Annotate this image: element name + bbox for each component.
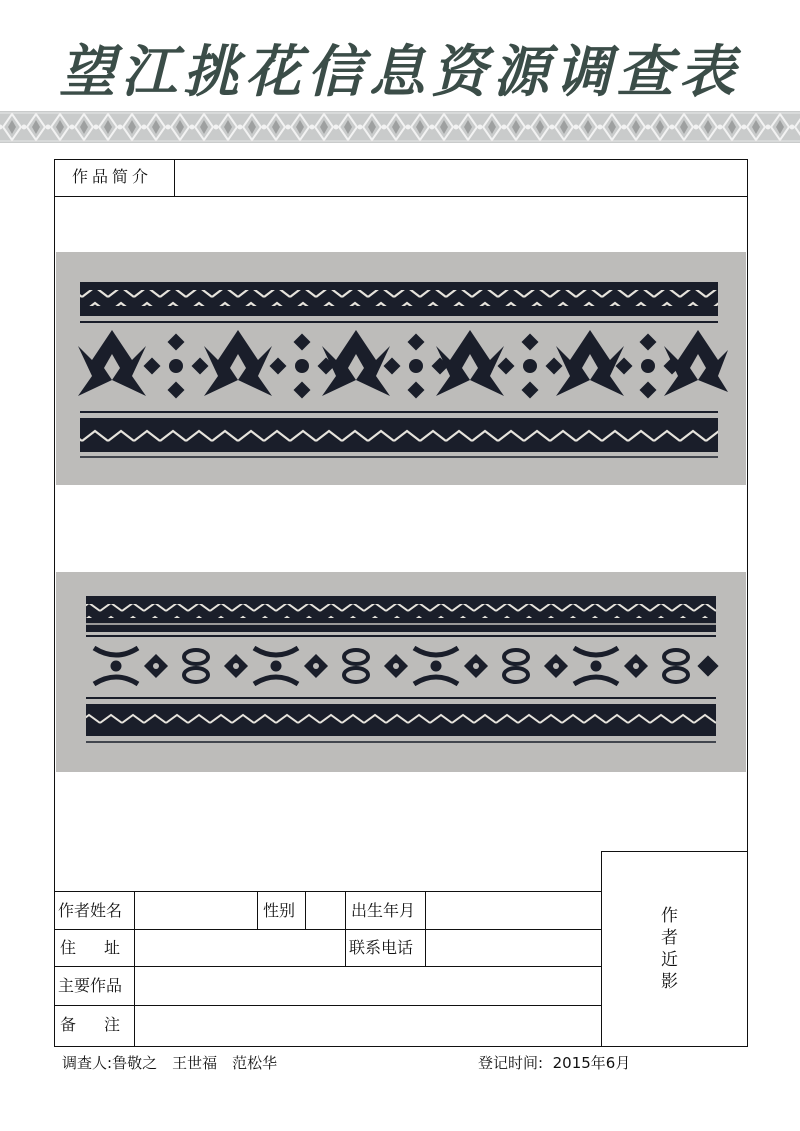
address-field[interactable] xyxy=(136,931,344,965)
divider xyxy=(601,851,748,852)
divider xyxy=(345,891,346,966)
divider xyxy=(425,891,426,966)
birth-label: 出生年月 xyxy=(351,901,416,920)
divider xyxy=(305,891,306,929)
page-title: 望江挑花信息资源调查表 xyxy=(59,39,741,105)
gender-field[interactable] xyxy=(307,893,344,928)
phone-label: 联系电话 xyxy=(349,938,414,957)
gender-label: 性别 xyxy=(263,901,296,920)
works-label: 主要作品 xyxy=(58,976,123,995)
embroidery-image-1 xyxy=(56,252,746,485)
investigators-names: 鲁敬之 王世福 范松华 xyxy=(112,1054,278,1072)
remarks-label: 备 注 xyxy=(60,1015,127,1034)
author-name-label: 作者姓名 xyxy=(58,901,123,920)
divider xyxy=(54,929,601,930)
investigators-label: 调查人: xyxy=(62,1054,113,1072)
birth-field[interactable] xyxy=(427,893,600,928)
divider xyxy=(601,851,602,1047)
intro-field[interactable] xyxy=(175,160,747,196)
phone-field[interactable] xyxy=(427,931,600,965)
divider xyxy=(54,891,601,892)
divider xyxy=(54,196,748,197)
decorative-band xyxy=(0,111,800,143)
divider xyxy=(257,891,258,929)
address-label: 住 址 xyxy=(60,938,127,957)
embroidery-image-2 xyxy=(56,572,746,772)
divider xyxy=(134,891,135,1047)
date-value: 2015年6月 xyxy=(552,1054,631,1072)
photo-label: 作者近影 xyxy=(661,906,678,992)
divider xyxy=(54,966,601,967)
intro-label: 作品简介 xyxy=(72,167,153,186)
date-label: 登记时间: xyxy=(478,1054,544,1072)
works-field[interactable] xyxy=(136,968,600,1004)
remarks-field[interactable] xyxy=(136,1007,600,1045)
divider xyxy=(54,1005,601,1006)
author-name-field[interactable] xyxy=(136,893,256,928)
date-row xyxy=(478,1052,630,1073)
investigators-row xyxy=(62,1052,277,1073)
